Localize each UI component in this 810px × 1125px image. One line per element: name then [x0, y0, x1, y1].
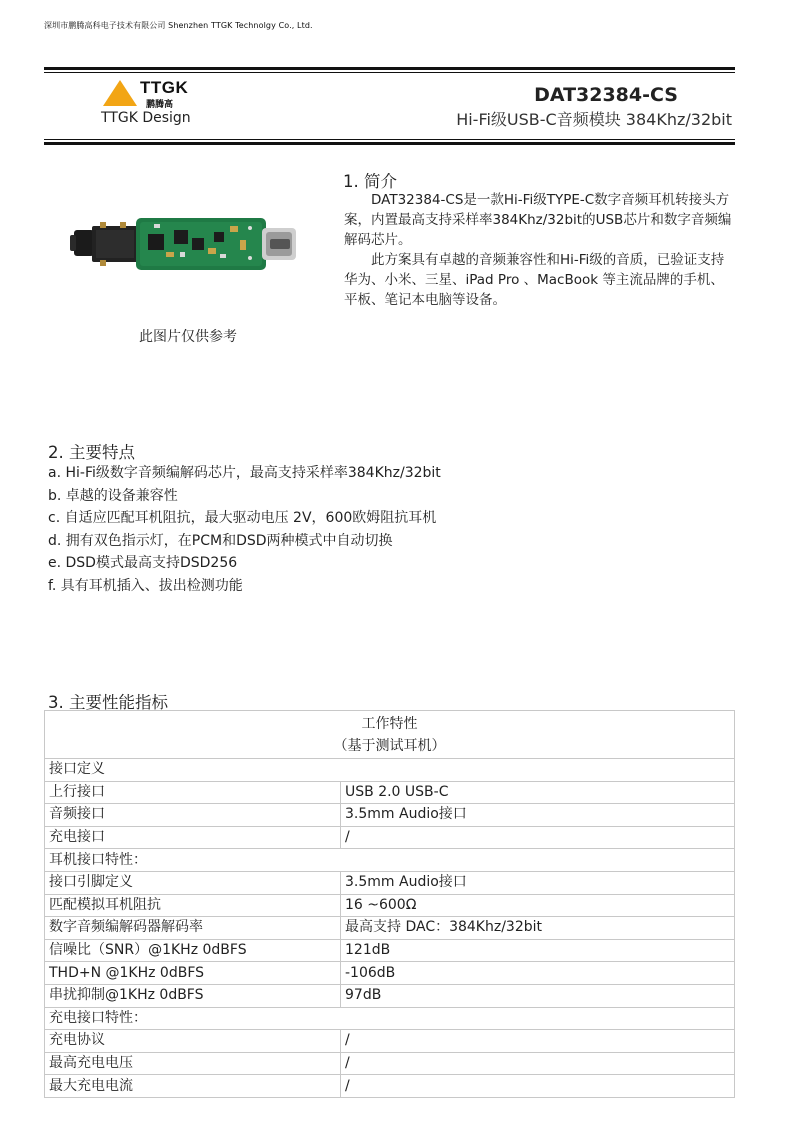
section-features-title: 2. 主要特点 — [48, 443, 135, 462]
spec-row — [45, 962, 735, 985]
spec-section-label: 接口定义 — [45, 759, 735, 782]
spec-value: / — [341, 1052, 735, 1075]
product-subtitle: Hi-Fi级USB-C音频模块 384Khz/32bit — [456, 110, 732, 129]
spec-value: / — [341, 1030, 735, 1053]
spec-row — [45, 1030, 735, 1053]
spec-label: 接口引脚定义 — [45, 871, 341, 894]
spec-section-label: 耳机接口特性： — [45, 849, 735, 872]
section-intro-title: 1. 简介 — [343, 172, 397, 191]
design-label: TTGK Design — [101, 110, 191, 126]
product-model: DAT32384-CS — [534, 84, 678, 106]
spec-label: THD+N @1KHz 0dBFS — [45, 962, 341, 985]
spec-table — [44, 710, 735, 1098]
spec-label: 数字音频编解码器解码率 — [45, 917, 341, 940]
spec-section-label: 充电接口特性： — [45, 1007, 735, 1030]
spec-value: 3.5mm Audio接口 — [341, 871, 735, 894]
spec-label: 充电协议 — [45, 1030, 341, 1053]
feature-item: b. 卓越的设备兼容性 — [48, 487, 178, 504]
spec-label: 匹配模拟耳机阻抗 — [45, 894, 341, 917]
spec-section-row — [45, 849, 735, 872]
spec-section-row — [45, 759, 735, 782]
spec-label: 音频接口 — [45, 804, 341, 827]
logo-chinese-text: 鹏腾高 — [146, 100, 174, 110]
spec-section-row — [45, 1007, 735, 1030]
spec-label: 充电接口 — [45, 826, 341, 849]
feature-item: d. 拥有双色指示灯，在PCM和DSD两种模式中自动切换 — [48, 532, 393, 549]
feature-item: a. Hi-Fi级数字音频编解码芯片，最高支持采样率384Khz/32bit — [48, 465, 441, 481]
spec-label: 上行接口 — [45, 781, 341, 804]
feature-item: e. DSD模式最高支持DSD256 — [48, 555, 238, 572]
spec-value: -106dB — [341, 962, 735, 985]
spec-value: 16 ~600Ω — [341, 894, 735, 917]
spec-value: 3.5mm Audio接口 — [341, 804, 735, 827]
intro-paragraph-2: 此方案具有卓越的音频兼容性和Hi-Fi级的音质，已验证支持华为、小米、三星、iPad Pro 、MacBook 等主流品牌的手机、平板、笔记本电脑等设备。 — [344, 252, 725, 308]
spec-value: / — [341, 1075, 735, 1098]
spec-row — [45, 781, 735, 804]
spec-header-line1: 工作特性 — [361, 716, 418, 732]
spec-row — [45, 1075, 735, 1098]
spec-row — [45, 984, 735, 1007]
intro-paragraph-1: DAT32384-CS是一款Hi-Fi级TYPE-C数字音频耳机转接头方案，内置最高支持采样率384Khz/32bit的USB芯片和数字音频编解码芯片。 — [344, 192, 732, 248]
spec-table-header — [45, 711, 735, 759]
spec-value: USB 2.0 USB-C — [341, 781, 735, 804]
spec-row — [45, 826, 735, 849]
spec-value: 121dB — [341, 939, 735, 962]
spec-label: 信噪比（SNR）@1KHz 0dBFS — [45, 939, 341, 962]
spec-label: 最大充电电流 — [45, 1075, 341, 1098]
spec-label: 最高充电电压 — [45, 1052, 341, 1075]
spec-label: 串扰抑制@1KHz 0dBFS — [45, 984, 341, 1007]
spec-header-line2: （基于测试耳机） — [333, 738, 446, 754]
spec-row — [45, 804, 735, 827]
spec-row — [45, 871, 735, 894]
image-caption: 此图片仅供参考 — [139, 329, 237, 345]
feature-item: c. 自适应匹配耳机阻抗，最大驱动电压 2V，600欧姆阻抗耳机 — [48, 510, 437, 527]
spec-value: / — [341, 826, 735, 849]
section-specs-title: 3. 主要性能指标 — [48, 693, 168, 712]
feature-item: f. 具有耳机插入、拔出检测功能 — [48, 577, 243, 594]
spec-row — [45, 939, 735, 962]
company-name: 深圳市鹏腾高科电子技术有限公司 Shenzhen TTGK Technolgy Co., Ltd. — [44, 21, 313, 30]
spec-row — [45, 917, 735, 940]
spec-value: 最高支持 DAC：384Khz/32bit — [341, 917, 735, 940]
spec-table-header-cell — [45, 711, 735, 759]
spec-row — [45, 1052, 735, 1075]
spec-value: 97dB — [341, 984, 735, 1007]
spec-row — [45, 894, 735, 917]
logo-text: TTGK — [140, 78, 189, 97]
